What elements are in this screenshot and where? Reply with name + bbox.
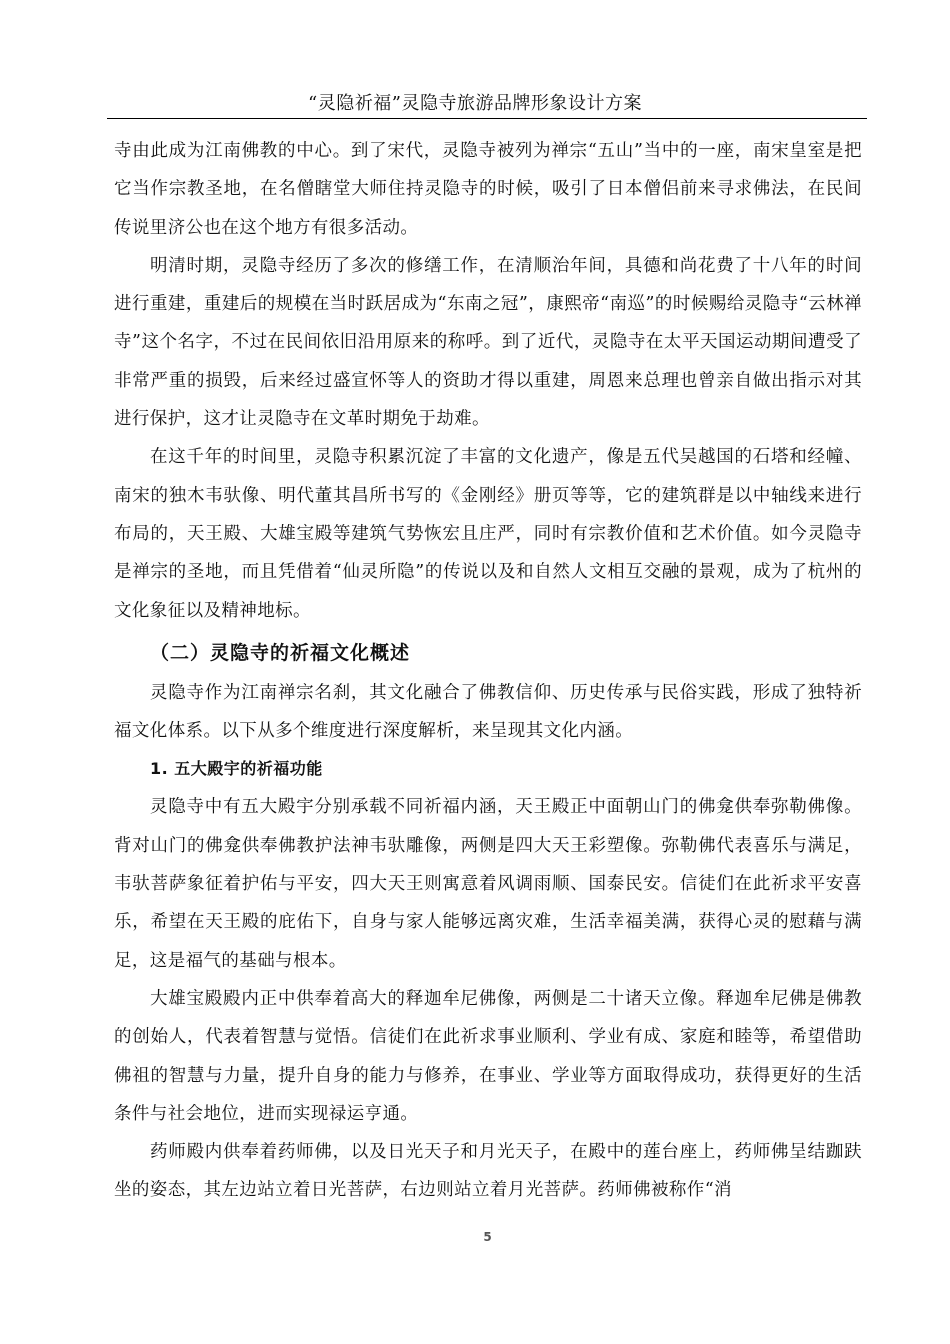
paragraph-ming-qing: 明清时期，灵隐寺经历了多次的修缮工作，在清顺治年间，具德和尚花费了十八年的时间进行重建，重建后的规模在当时跃居成为“东南之冠”，康熙帝“南巡”的时候赐给灵隐寺“云林禅寺”这个名字，不过在民间依旧沿用原来的称呼。到了近代，灵隐寺在太平天国运动期间遭受了非常严重的损毁，后来经过盛宣怀等人的资助才得以重建，周恩来总理也曾亲自做出指示对其进行保护，这才让灵隐寺在文革时期免于劫难。 — [114, 255, 862, 430]
paragraph-daxiong-hall: 大雄宝殿殿内正中供奉着高大的释迦牟尼佛像，两侧是二十诸天立像。释迦牟尼佛是佛教的创始人，代表着智慧与觉悟。信徒们在此祈求事业顺利、学业有成、家庭和睦等，希望借助佛祖的智慧与力量，提升自身的能力与修养，在事业、学业等方面取得成功，获得更好的生活条件与社会地位，进而实现禄运亨通。 — [114, 988, 862, 1124]
section-heading: （二）灵隐寺的祈福文化概述 — [150, 641, 411, 664]
header-divider — [107, 118, 867, 119]
page-number: 5 — [483, 1230, 492, 1244]
running-header-title: “灵隐祈福”灵隐寺旅游品牌形象设计方案 — [308, 93, 642, 114]
sub-heading: 1. 五大殿宇的祈福功能 — [150, 759, 323, 779]
paragraph-cultural-heritage: 在这千年的时间里，灵隐寺积累沉淀了丰富的文化遗产，像是五代吴越国的石塔和经幢、南宋的独木韦驮像、明代董其昌所书写的《金刚经》册页等等，它的建筑群是以中轴线来进行布局的，天王殿、大雄宝殿等建筑气势恢宏且庄严，同时有宗教价值和艺术价值。如今灵隐寺是禅宗的圣地，而且凭借着“仙灵所隐”的传说以及和自然人文相互交融的景观，成为了杭州的文化象征以及精神地标。 — [114, 447, 862, 621]
paragraph-blessing-overview: 灵隐寺作为江南禅宗名刹，其文化融合了佛教信仰、历史传承与民俗实践，形成了独特祈福文化体系。以下从多个维度进行深度解析，来呈现其文化内涵。 — [114, 682, 862, 742]
paragraph-yaoshi-hall: 药师殿内供奉着药师佛，以及日光天子和月光天子，在殿中的莲台座上，药师佛呈结跏趺坐的姿态，其左边站立着日光菩萨，右边则站立着月光菩萨。药师佛被称作“消 — [114, 1142, 862, 1201]
paragraph-tianwang-hall: 灵隐寺中有五大殿宇分别承载不同祈福内涵，天王殿正中面朝山门的佛龛供奉弥勒佛像。背对山门的佛龛供奉佛教护法神韦驮雕像，两侧是四大天王彩塑像。弥勒佛代表喜乐与满足，韦驮菩萨象征着护佑与平安，四大天王则寓意着风调雨顺、国泰民安。信徒们在此祈求平安喜乐，希望在天王殿的庇佑下，自身与家人能够远离灾难，生活幸福美满，获得心灵的慰藉与满足，这是福气的基础与根本。 — [114, 797, 862, 971]
paragraph-song-dynasty: 寺由此成为江南佛教的中心。到了宋代，灵隐寺被列为禅宗“五山”当中的一座，南宋皇室是把它当作宗教圣地，在名僧瞎堂大师住持灵隐寺的时候，吸引了日本僧侣前来寻求佛法，在民间传说里济公也在这个地方有很多活动。 — [114, 141, 862, 238]
document-body — [114, 132, 862, 1210]
